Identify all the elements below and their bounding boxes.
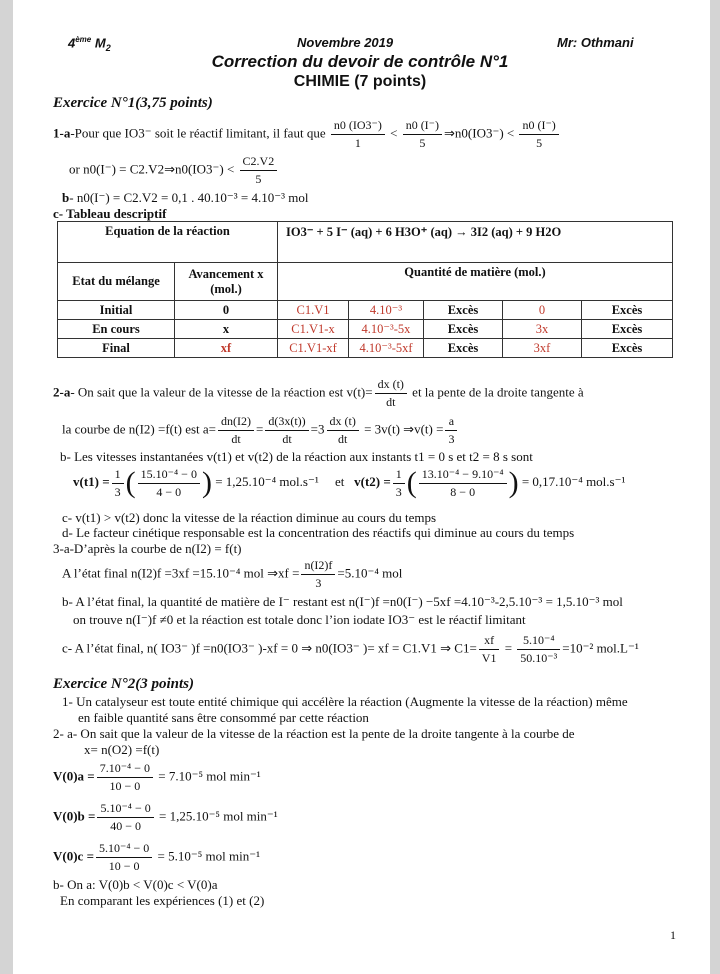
v0c-line: V(0)c = $\frac{\text{5.10⁻⁴ − 0}}{10 - 0}$ = 5.10⁻⁵ mol min⁻¹ (53, 841, 260, 873)
cell-x: 0 (175, 301, 278, 320)
frac-vt1: $\frac{\text{15.10⁻⁴ − 0}}{4 - 0}$ (138, 467, 200, 500)
q1c-label: c- Tableau descriptif (53, 206, 167, 221)
etat-header: Etat du mélange (58, 263, 175, 301)
cell-i: 4.10⁻³-5xf (349, 339, 424, 358)
frac-a-3: $\frac{a}{3}$ (445, 414, 457, 447)
avancement-header: Avancement x (mol.) (175, 263, 278, 301)
cell-i: 4.10⁻³ (349, 301, 424, 320)
q1a-line: 1-a-Pour que IO3⁻ soit le réactif limitant, il faut que $\frac{n0 (IO3^-)}{1}$ < $\frac{n0 (I^-)}{5}$ ⇒n0(IO3⁻) < $\frac{n0 (I^-)}{5}$ (53, 118, 561, 151)
frac-c1-value: $\frac{\text{5.10⁻⁴}}{\text{50.10⁻³}}$ (517, 633, 560, 666)
cell-i2: 0 (503, 301, 582, 320)
frac-c2v2: $\frac{C2.V2}{5}$ (240, 154, 278, 187)
cell-x: xf (175, 339, 278, 358)
q3a-label: 3-a-D’après la courbe de n(I2) = f(t) (53, 541, 242, 556)
eq-header: Equation de la réaction (58, 222, 278, 263)
ex2-q2b-line: b- On a: V(0)b < V(0)c < V(0)a (53, 877, 218, 892)
teacher-name: Mr: Othmani (557, 35, 634, 50)
q2a-line1: 2-a- On sait que la valeur de la vitesse de la réaction est v(t)= $\frac{dx (t)}{dt}$ et la pente de la droite tangente à (53, 377, 584, 409)
cell-i2: 3x (503, 320, 582, 339)
descriptive-table (57, 221, 673, 358)
cell-h2o: Excès (582, 320, 673, 339)
frac-one-third-2: $\frac{1}{3}$ (393, 467, 405, 500)
q2c-line: c- v(t1) > v(t2) donc la vitesse de la réaction diminue au cours du temps (62, 510, 437, 525)
frac-dxdt: $\frac{dx (t)}{dt}$ (375, 377, 407, 410)
or-line: or n0(I⁻) = C2.V2⇒n0(IO3⁻) < $\frac{C2.V2}{5}$ (69, 154, 279, 187)
ex2-q2a-line1: 2- a- On sait que la valeur de la vitesse de la réaction est la pente de la droite tangente à la courbe de (53, 726, 575, 741)
cell-h3o: Excès (424, 320, 503, 339)
ex2-q1-line2: en faible quantité sans être consommé par cette réaction (78, 710, 369, 725)
frac-v0a: $\frac{\text{7.10⁻⁴ − 0}}{10 - 0}$ (97, 761, 153, 794)
cell-i: 4.10⁻³-5x (349, 320, 424, 339)
table-row (58, 301, 673, 320)
v0b-line: V(0)b = $\frac{\text{5.10⁻⁴ − 0}}{40 - 0}$ = 1,25.10⁻⁵ mol min⁻¹ (53, 801, 278, 833)
cell-i2: 3xf (503, 339, 582, 358)
frac-v0c: $\frac{\text{5.10⁻⁴ − 0}}{10 - 0}$ (96, 841, 152, 874)
q3a-line: A l’état final n(I2)f =3xf =15.10⁻⁴ mol ⇒xf = $\frac{n(I2)f}{3}$ =5.10⁻⁴ mol (62, 558, 403, 590)
cell-etat: Initial (58, 301, 175, 320)
left-margin-strip (0, 0, 13, 974)
exercise-2-heading: Exercice N°2(3 points) (53, 676, 194, 692)
frac-v0b: $\frac{\text{5.10⁻⁴ − 0}}{40 - 0}$ (97, 801, 153, 834)
frac-dxdt-2: $\frac{dx (t)}{dt}$ (327, 414, 359, 447)
reaction-equation: IO3⁻ + 5 I⁻ (aq) + 6 H3O⁺ (aq) → 3I2 (aq) + 9 H2O (278, 222, 673, 263)
table-row (58, 320, 673, 339)
cell-x: x (175, 320, 278, 339)
ex2-q2a-line2: x= n(O2) =f(t) (84, 742, 160, 757)
page-title: Correction du devoir de contrôle N°1 (211, 52, 509, 71)
exam-date: Novembre 2019 (297, 35, 394, 50)
frac-n0-io3: $\frac{n0 (IO3^-)}{1}$ (331, 118, 385, 151)
cell-io3: C1.V1-xf (278, 339, 349, 358)
cell-etat: En cours (58, 320, 175, 339)
table-row (58, 339, 673, 358)
q3b-line2: on trouve n(I⁻)f ≠0 et la réaction est totale donc l’ion iodate IO3⁻ est le réactif limitant (73, 612, 526, 627)
frac-vt2: $\frac{\text{13.10⁻⁴ − 9.10⁻⁴}}{8 - 0}$ (419, 467, 507, 500)
exercise-1-heading: Exercice N°1(3,75 points) (53, 95, 213, 111)
cell-etat: Final (58, 339, 175, 358)
q3c-line: c- A l’état final, n( IO3⁻ )f =n0(IO3⁻ )-xf = 0 ⇒ n0(IO3⁻ )= xf = C1.V1 ⇒ C1= $\frac{xf}{V1}$ = $\frac{\text{5.10⁻⁴}}{\text{50.10⁻³}}$ =10⁻² mol.L⁻¹ (62, 633, 639, 665)
frac-xf-v1: $\frac{xf}{V1}$ (479, 633, 500, 666)
quantite-header: Quantité de matière (mol.) (278, 263, 673, 301)
vt-calculations: v(t1) = $\frac{1}{3}$ ( $\frac{\text{15.10⁻⁴ − 0}}{4 - 0}$ ) = 1,25.10⁻⁴ mol.s⁻¹ et v(t2) = $\frac{1}{3}$ ( $\frac{\text{13.10⁻⁴ − 9.10⁻⁴}}{8 - 0}$ ) = 0,17.10⁻⁴ mol.s⁻¹ (73, 466, 626, 499)
q2b-line: b- Les vitesses instantanées v(t1) et v(t2) de la réaction aux instants t1 = 0 s et t2 = 8 s sont (60, 449, 533, 464)
q1b-line: b- n0(I⁻) = C2.V2 = 0,1 . 40.10⁻³ = 4.10⁻³ mol (62, 190, 309, 205)
class-level: 4ème $M_2$ (68, 35, 111, 53)
v0a-line: V(0)a = $\frac{\text{7.10⁻⁴ − 0}}{10 - 0}$ = 7.10⁻⁵ mol min⁻¹ (53, 761, 261, 793)
page-number: 1 (670, 928, 676, 942)
cell-h2o: Excès (582, 301, 673, 320)
q2d-line: d- Le facteur cinétique responsable est la concentration des réactifs qui diminue au cours du temps (62, 525, 575, 540)
cell-h3o: Excès (424, 301, 503, 320)
frac-n0-i: $\frac{n0 (I^-)}{5}$ (403, 118, 442, 151)
cell-io3: C1.V1 (278, 301, 349, 320)
cell-io3: C1.V1-x (278, 320, 349, 339)
ex2-q2b-line2: En comparant les expériences (1) et (2) (60, 893, 265, 908)
q3b-line1: b- A l’état final, la quantité de matière de I⁻ restant est n(I⁻)f =n0(I⁻) −5xf =4.10⁻³-2,5.10⁻³ = 1,5.10⁻³ mol (62, 594, 623, 609)
frac-n0-i-2: $\frac{n0 (I^-)}{5}$ (519, 118, 558, 151)
page-subtitle: CHIMIE (7 points) (293, 73, 427, 90)
right-margin-strip (710, 0, 720, 974)
cell-h3o: Excès (424, 339, 503, 358)
frac-one-third: $\frac{1}{3}$ (112, 467, 124, 500)
q2a-line2: la courbe de n(I2) =f(t) est a= $\frac{dn(I2)}{dt}$ = $\frac{d(3x(t))}{dt}$ =3 $\frac{dx (t)}{dt}$ = 3v(t) ⇒v(t) = $\frac{a}{3}$ (62, 414, 459, 447)
ex2-q1-line1: 1- Un catalyseur est toute entité chimique qui accélère la réaction (Augmente la vitesse de la réaction) même (62, 694, 628, 709)
frac-d3x: $\frac{d(3x(t))}{dt}$ (265, 414, 308, 447)
frac-ni2f: $\frac{n(I2)f}{3}$ (301, 558, 335, 591)
frac-dn-i2: $\frac{dn(I2)}{dt}$ (218, 414, 254, 447)
cell-h2o: Excès (582, 339, 673, 358)
